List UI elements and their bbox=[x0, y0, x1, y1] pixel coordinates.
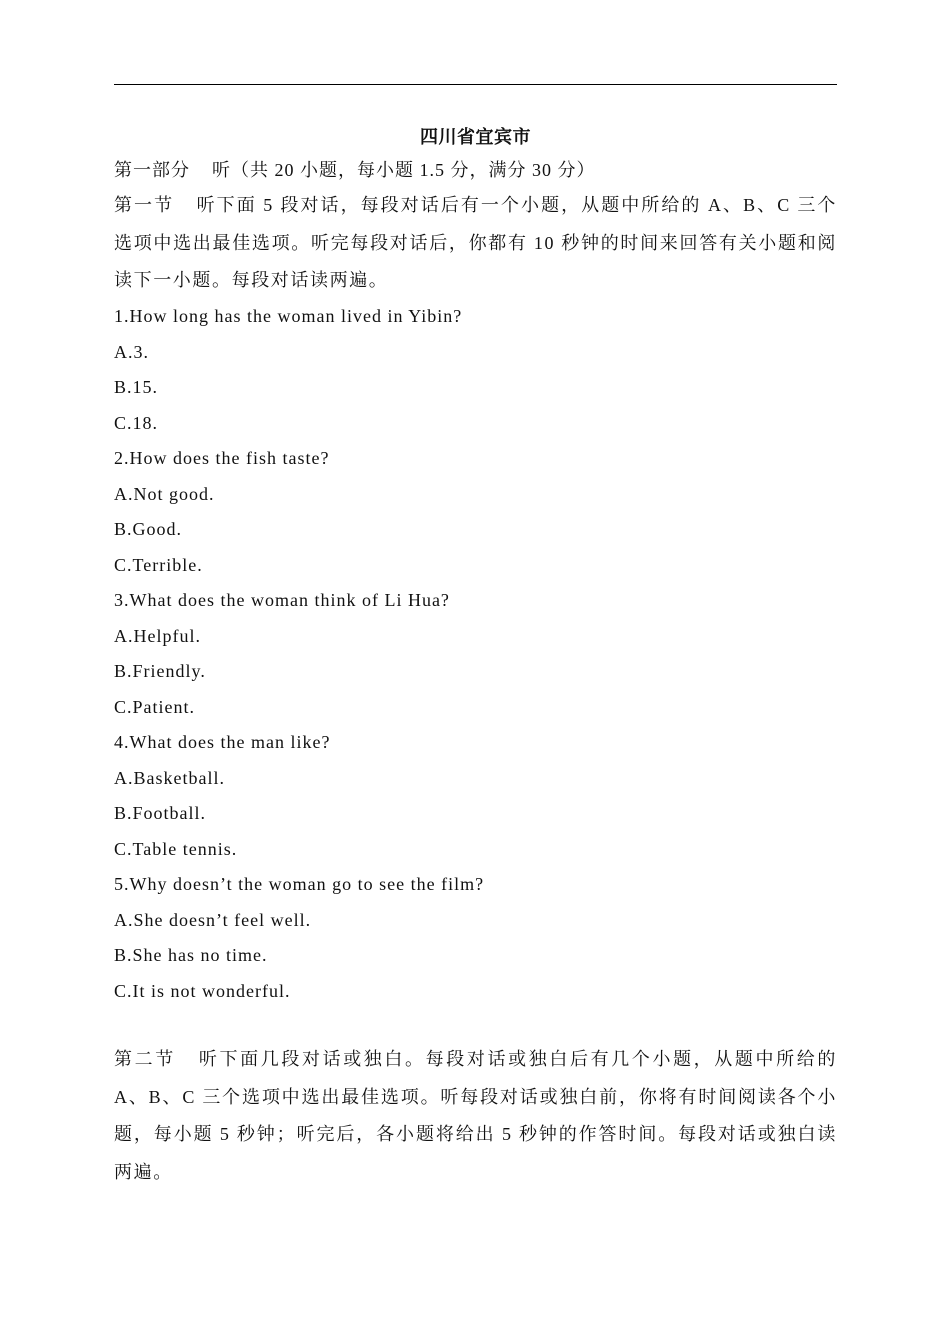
question-option: C.It is not wonderful. bbox=[114, 980, 291, 1001]
question-option: A.3. bbox=[114, 341, 149, 362]
question-stem: 4.What does the man like? bbox=[114, 732, 331, 752]
part-one-label: 听（共 20 小题，每小题 1.5 分，满分 30 分） bbox=[212, 160, 596, 180]
question-stem: 2.How does the fish taste? bbox=[114, 448, 330, 468]
question-stem: 1.How long has the woman lived in Yibin? bbox=[114, 306, 463, 326]
question-option: B.15. bbox=[114, 377, 159, 397]
question-option: A.Basketball. bbox=[114, 767, 225, 788]
section-two-text: 听下面几段对话或独白。每段对话或独白后有几个小题，从题中所给的 A、B、C 三个选项中选出最佳选项。听每段对话或独白前，你将有时间阅读各个小题，每小题 5 秒钟；听完后，各小题将给出 5 秒钟的作答时间。每段对话或独白读两遍。 bbox=[114, 1049, 837, 1182]
page-title: 四川省宜宾市 bbox=[420, 127, 531, 147]
question-stem: 3.What does the woman think of Li Hua? bbox=[114, 590, 450, 610]
question-stem: 5.Why doesn’t the woman go to see the film? bbox=[114, 874, 485, 894]
question-option: B.She has no time. bbox=[114, 945, 268, 965]
part-one-heading-line bbox=[114, 157, 596, 183]
question-option: B.Friendly. bbox=[114, 661, 206, 681]
section-two-instructions bbox=[114, 1041, 837, 1191]
question-option: B.Football. bbox=[114, 803, 207, 823]
part-one-heading: 第一部分 bbox=[114, 160, 190, 180]
exam-page bbox=[114, 0, 837, 1344]
question-option: A.Not good. bbox=[114, 483, 215, 504]
question-option: A.Helpful. bbox=[114, 625, 201, 646]
question-option: B.Good. bbox=[114, 519, 183, 539]
section-two-heading: 第二节 bbox=[114, 1049, 176, 1069]
header-rule bbox=[114, 84, 837, 85]
question-option: C.Terrible. bbox=[114, 554, 203, 575]
question-option: C.18. bbox=[114, 412, 159, 433]
question-option: C.Patient. bbox=[114, 696, 195, 717]
section-one-instructions bbox=[114, 187, 837, 300]
question-option: A.She doesn’t feel well. bbox=[114, 909, 312, 930]
section-one-text: 听下面 5 段对话，每段对话后有一个小题，从题中所给的 A、B、C 三个选项中选出最佳选项。听完每段对话后，你都有 10 秒钟的时间来回答有关小题和阅读下一小题。每段对话读两遍。 bbox=[114, 195, 837, 290]
question-option: C.Table tennis. bbox=[114, 838, 238, 859]
section-one-heading: 第一节 bbox=[114, 195, 175, 215]
